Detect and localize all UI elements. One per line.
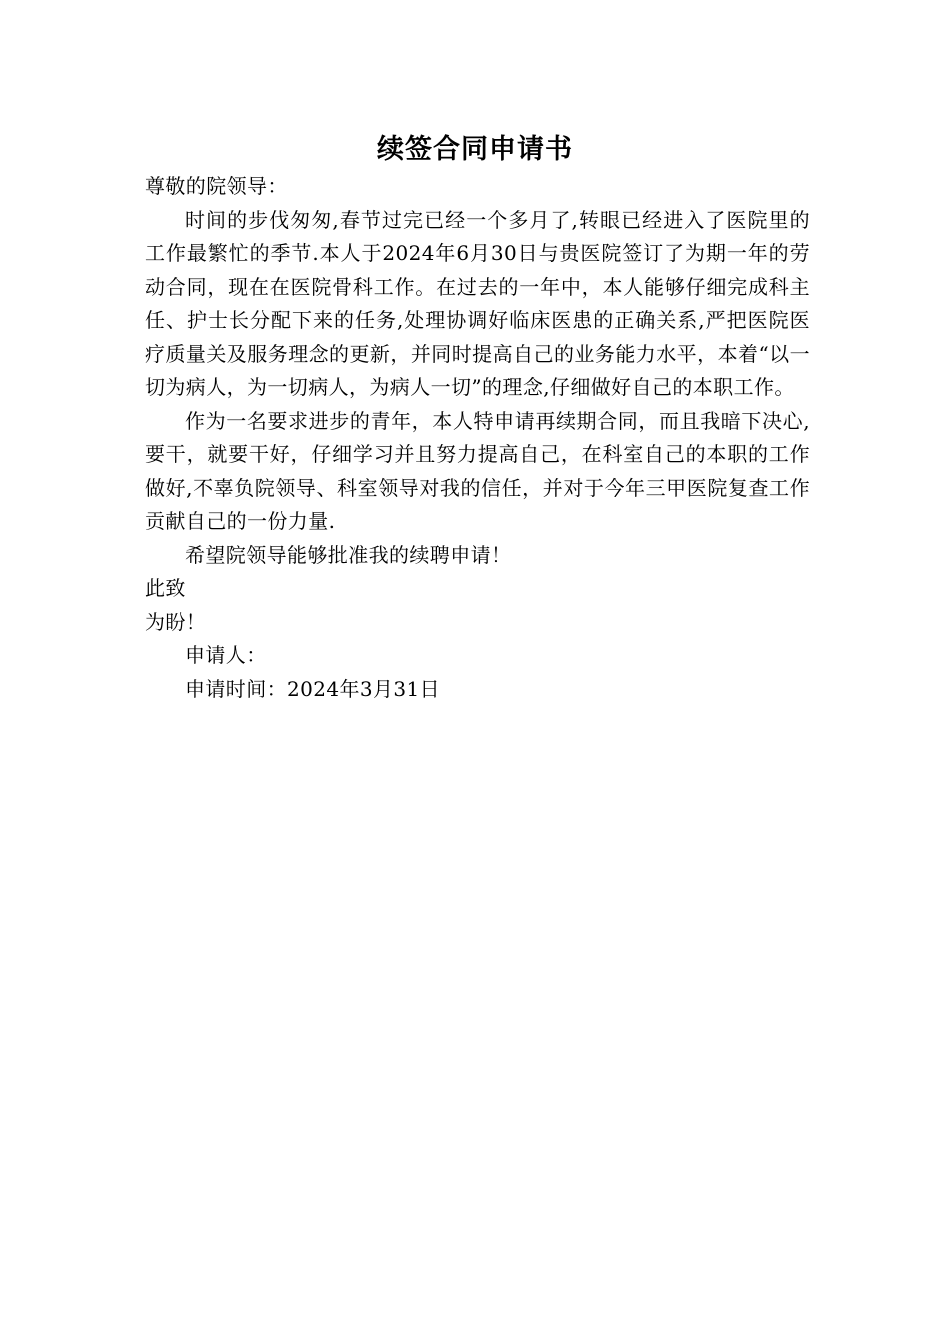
document-title: 续签合同申请书 xyxy=(377,134,573,165)
applicant-line: 申请人： xyxy=(185,643,267,667)
document-body xyxy=(145,170,810,706)
closing-line-1: 此致 xyxy=(145,576,186,600)
salutation: 尊敬的院领导： xyxy=(145,174,288,198)
apply-date-line: 申请时间：2024年3月31日 xyxy=(185,676,441,701)
paragraph-1: 时间的步伐匆匆,春节过完已经一个多月了,转眼已经进入了医院里的工作最繁忙的季节.本人于2024年6月30日与贵医院签订了为期一年的劳动合同，现在在医院骨科工作。在过去的一年中，本人能够仔细完成科主任、护士长分配下来的任务,处理协调好临床医患的正确关系,严把医院医疗质量关及服务理念的更新，并同时提高自己的业务能力水平，本着“以一切为病人，为一切病人，为病人一切”的理念,仔细做好自己的本职工作。 xyxy=(145,207,810,399)
closing-line-2: 为盼！ xyxy=(145,609,207,634)
paragraph-2: 作为一名要求进步的青年，本人特申请再续期合同，而且我暗下决心,要干，就要干好，仔细学习并且努力提高自己，在科室自己的本职的工作做好,不辜负院领导、科室领导对我的信任，并对于今年三甲医院复查工作贡献自己的一份力量. xyxy=(145,408,810,533)
paragraph-3: 希望院领导能够批准我的续聘申请！ xyxy=(185,542,512,567)
